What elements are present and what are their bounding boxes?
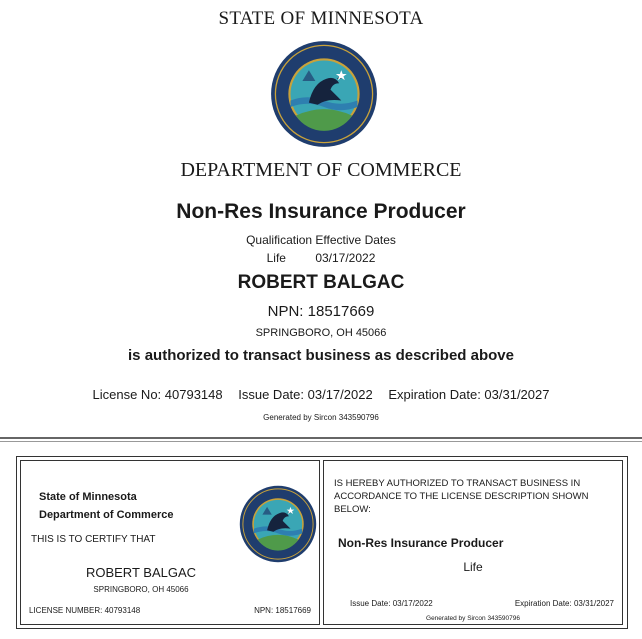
npn: NPN: 18517669 [267,303,375,320]
state-seal-icon [270,40,378,148]
issue-date: Issue Date: 03/17/2022 [238,387,373,402]
department-title: DEPARTMENT OF COMMERCE [180,159,462,181]
card-department: Department of Commerce [39,509,174,521]
holder-name: ROBERT BALGAC [237,272,405,293]
license-number: License No: 40793148 [92,387,223,402]
qualification-line: Life [266,251,286,265]
wallet-card-front [20,460,320,625]
generated-by: Generated by Sircon 343590796 [263,413,379,422]
card-holder-address: SPRINGBORO, OH 45066 [93,585,189,594]
card-state: State of Minnesota [39,491,137,503]
authorization-statement: is authorized to transact business as described above [128,347,514,364]
card-license-type: Non-Res Insurance Producer [338,536,504,550]
qualification-heading: Qualification Effective Dates [246,233,396,247]
card-issue-date: Issue Date: 03/17/2022 [350,599,433,608]
qualification-date: 03/17/2022 [315,251,376,265]
wallet-card [16,456,628,629]
card-seal-icon [239,485,317,563]
card-generated-by: Generated by Sircon 343590796 [426,615,520,622]
qualification-row [0,251,642,265]
license-details-row [0,387,642,402]
expiration-date: Expiration Date: 03/31/2027 [388,387,550,402]
card-npn: NPN: 18517669 [254,606,311,615]
wallet-card-back [323,460,623,625]
divider [0,441,642,442]
card-license-number: LICENSE NUMBER: 40793148 [29,606,141,615]
holder-address: SPRINGBORO, OH 45066 [255,327,387,339]
card-authorization-text: IS HEREBY AUTHORIZED TO TRANSACT BUSINESS IN ACCORDANCE TO THE LICENSE DESCRIPTION SHOWN BELOW: [334,478,589,515]
divider [0,437,642,439]
card-holder-name: ROBERT BALGAC [85,565,197,580]
license-type: Non-Res Insurance Producer [176,200,466,223]
card-line-of-authority: Life [463,560,483,574]
state-title: STATE OF MINNESOTA [218,8,424,29]
card-expiration-date: Expiration Date: 03/31/2027 [514,599,614,608]
card-certify-text: THIS IS TO CERTIFY THAT [31,534,156,545]
